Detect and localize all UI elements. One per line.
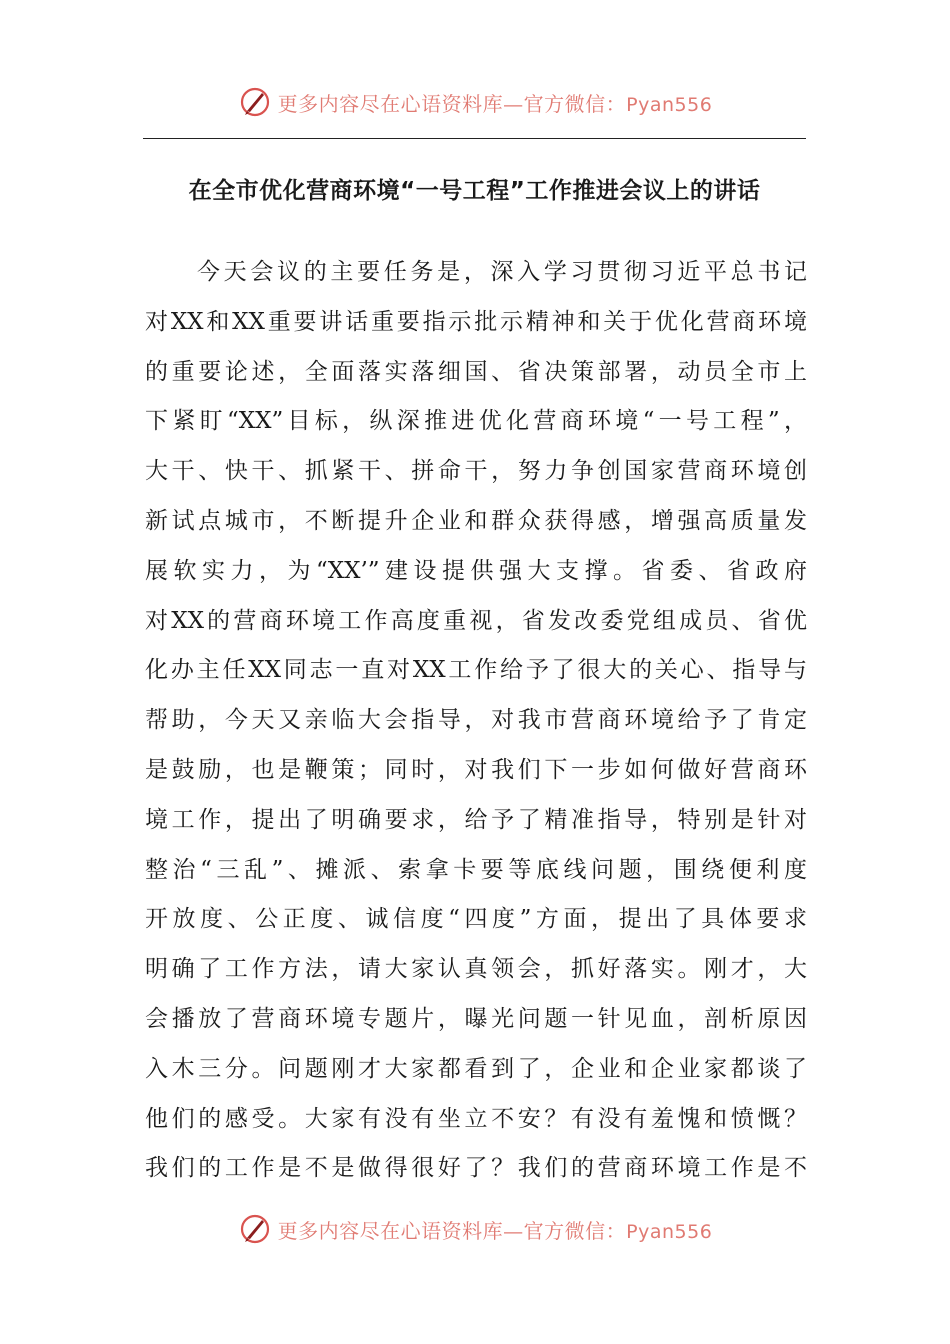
body-line: 新试点城市，不断提升企业和群众获得感，增强高质量发 xyxy=(145,507,807,534)
quill-logo-icon xyxy=(238,1212,272,1246)
watermark-handle: Pyan556 xyxy=(626,93,713,116)
body-line: 境工作，提出了明确要求，给予了精准指导，特别是针对 xyxy=(145,806,807,833)
body-line: 帮助，今天又亲临大会指导，对我市营商环境给予了肯定 xyxy=(145,707,807,734)
watermark-official-label: 官方微信： xyxy=(523,91,627,116)
body-line: 我们的工作是不是做得很好了？我们的营商环境工作是不 xyxy=(145,1155,807,1182)
body-line: 明确了工作方法，请大家认真领会，抓好落实。刚才，大 xyxy=(145,956,807,983)
watermark-separator: — xyxy=(503,1218,524,1243)
body-line: 对XX和XX重要讲话重要指示批示精神和关于优化营商环境 xyxy=(145,308,807,335)
body-line: 展软实力，为“XX’”建设提供强大支撑。省委、省政府 xyxy=(145,557,807,584)
body-line: 今天会议的主要任务是，深入学习贯彻习近平总书记 xyxy=(197,259,807,285)
document-title: 在全市优化营商环境“一号工程”工作推进会议上的讲话 xyxy=(188,178,761,204)
body-line: 下紧盯“XX”目标，纵深推进优化营商环境“一号工程”， xyxy=(145,408,807,435)
watermark-brand: 更多内容尽在心语资料库 xyxy=(277,91,504,116)
document-body xyxy=(145,248,807,1194)
header-rule xyxy=(143,138,806,139)
header-watermark xyxy=(0,82,950,122)
watermark-text xyxy=(278,88,713,117)
body-line: 化办主任XX同志一直对XX工作给予了很大的关心、指导与 xyxy=(145,657,807,684)
body-line: 入木三分。问题刚才大家都看到了，企业和企业家都谈了 xyxy=(145,1055,807,1082)
body-line: 大干、快干、抓紧干、拼命干，努力争创国家营商环境创 xyxy=(145,458,807,485)
watermark-separator: — xyxy=(503,91,524,116)
body-line: 会播放了营商环境专题片，曝光问题一针见血，剖析原因 xyxy=(145,1005,807,1032)
body-line: 他们的感受。大家有没有坐立不安？有没有羞愧和愤慨？ xyxy=(145,1105,807,1132)
body-line: 是鼓励，也是鞭策；同时，对我们下一步如何做好营商环 xyxy=(145,756,807,783)
body-line: 对XX的营商环境工作高度重视，省发改委党组成员、省优 xyxy=(145,607,807,634)
quill-logo-icon xyxy=(238,85,272,119)
body-line: 开放度、公正度、诚信度“四度”方面，提出了具体要求 xyxy=(145,906,807,933)
body-line: 的重要论述，全面落实落细国、省决策部署，动员全市上 xyxy=(145,358,807,385)
watermark-text xyxy=(278,1215,713,1244)
body-line: 整治“三乱”、摊派、索拿卡要等底线问题，围绕便利度 xyxy=(145,856,807,883)
watermark-official-label: 官方微信： xyxy=(523,1218,627,1243)
watermark-brand: 更多内容尽在心语资料库 xyxy=(277,1218,504,1243)
watermark-handle: Pyan556 xyxy=(626,1220,713,1243)
footer-watermark xyxy=(0,1209,950,1249)
